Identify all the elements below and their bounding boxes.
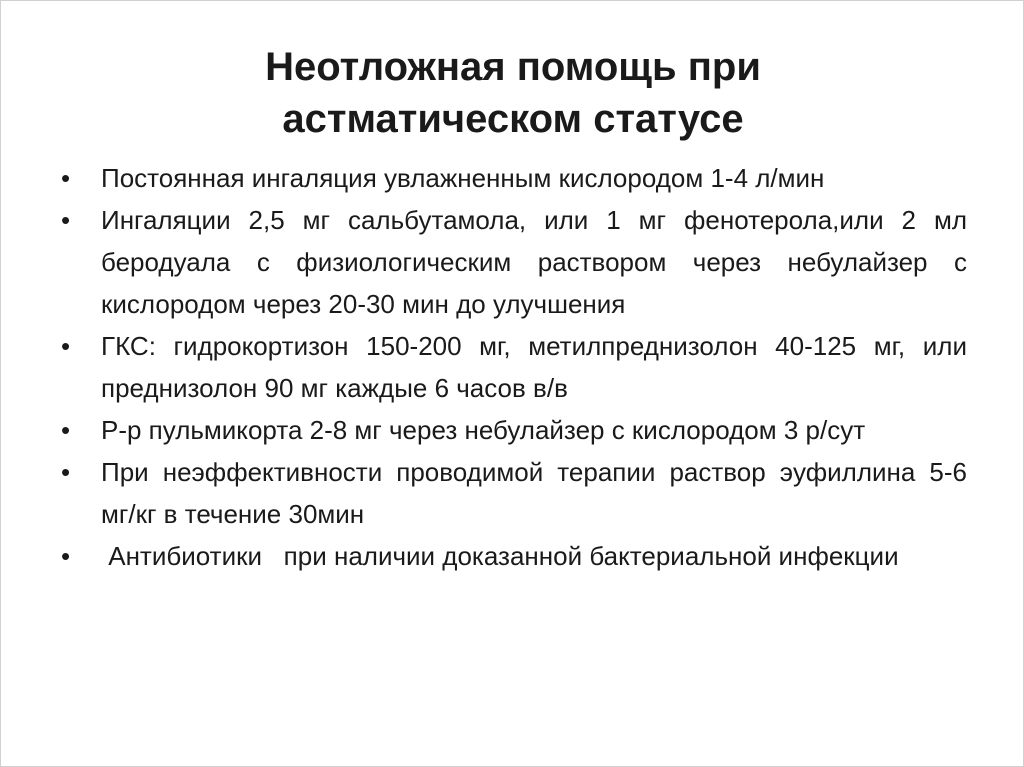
bullet-text: ГКС: гидрокортизон 150-200 мг, метилпреднизолон 40-125 мг, или преднизолон 90 мг каждые 6 часов в/в — [101, 331, 975, 403]
bullet-text: Антибиотики при наличии доказанной бактериальной инфекции — [101, 541, 899, 571]
bullet-item-oxygen — [61, 157, 967, 199]
bullet-marker: • — [61, 541, 71, 571]
bullet-marker: • — [61, 205, 71, 235]
bullet-text: Р-р пульмикорта 2-8 мг через небулайзер с кислородом 3 р/сут — [101, 415, 866, 445]
slide-title — [1, 41, 1024, 145]
title-line-2: астматическом статусе — [282, 97, 744, 141]
bullet-text: Постоянная ингаляция увлажненным кислородом 1-4 л/мин — [101, 163, 825, 193]
bullet-item-euphyllin — [61, 451, 975, 535]
bullet-marker: • — [61, 163, 71, 193]
bullet-item-pulmicort — [61, 409, 967, 451]
bullet-list — [61, 157, 975, 577]
bullet-text: Ингаляции 2,5 мг сальбутамола, или 1 мг фенотерола,или 2 мл беродуала с физиологическим раствором через небулайзер с кислородом через 20-30 мин до улучшения — [101, 205, 975, 319]
bullet-item-inhalations — [61, 199, 975, 325]
bullet-marker: • — [61, 415, 71, 445]
title-line-1: Неотложная помощь при — [265, 45, 761, 89]
bullet-item-gks — [61, 325, 975, 409]
bullet-text: При неэффективности проводимой терапии раствор эуфиллина 5-6 мг/кг в течение 30мин — [101, 457, 975, 529]
bullet-marker: • — [61, 457, 71, 487]
bullet-item-antibiotics — [61, 535, 967, 577]
bullet-marker: • — [61, 331, 71, 361]
